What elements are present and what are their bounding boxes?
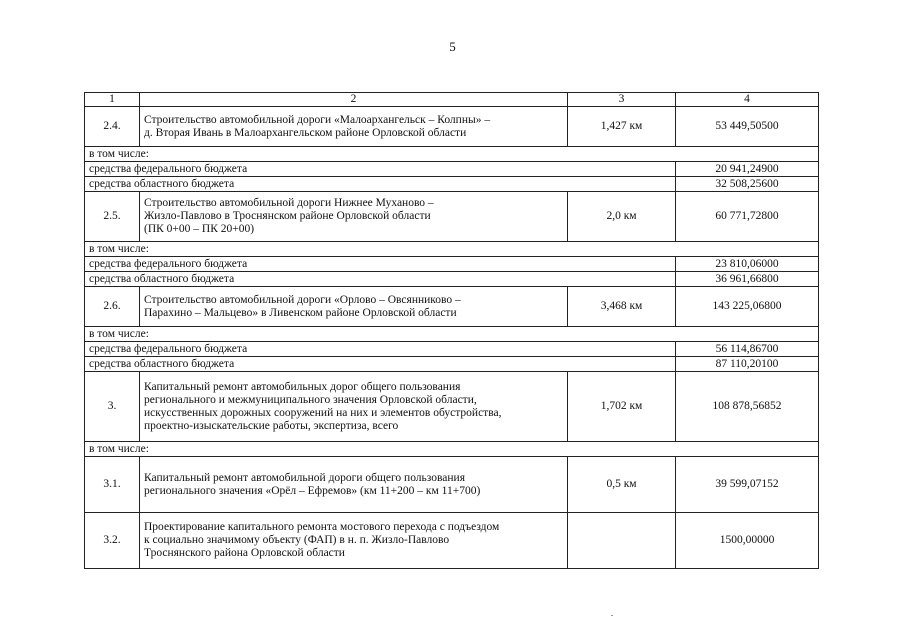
budget-source-label: средства областного бюджета [85,357,676,372]
description-line: проектно-изыскательские работы, экспертиза, всего [144,419,399,432]
description-line: Троснянского района Орловской области [144,547,345,559]
subtotal-caption: в том числе: [85,242,819,257]
table-row [85,257,819,272]
item-number: 3.2. [85,513,140,569]
funding-table [84,92,819,569]
table-row [85,147,819,162]
item-amount: 53 449,50500 [676,107,819,147]
description-line: искусственных дорожных сооружений на них и элементов обустройства, [144,406,502,419]
table-row [85,442,819,457]
item-amount: 20 941,24900 [676,162,819,177]
item-amount: 1500,00000 [676,513,819,569]
budget-source-label: средства федерального бюджета [85,257,676,272]
item-number: 3.1. [85,457,140,513]
subtotal-caption: в том числе: [85,442,819,457]
item-length: 2,0 км [568,192,676,242]
item-description [140,513,568,569]
header-cell: 3 [568,93,676,107]
budget-source-label: средства областного бюджета [85,272,676,287]
item-description [140,192,568,242]
header-cell: 4 [676,93,819,107]
description-line: д. Вторая Ивань в Малоархангельском районе Орловской области [144,126,467,139]
item-amount: 36 961,66800 [676,272,819,287]
header-cell: 2 [140,93,568,107]
item-number: 3. [85,372,140,442]
item-description [140,287,568,327]
item-amount: 60 771,72800 [676,192,819,242]
budget-source-label: средства областного бюджета [85,177,676,192]
item-length [568,513,676,569]
item-description [140,107,568,147]
item-amount: 108 878,56852 [676,372,819,442]
description-line: регионального и межмуниципального значения Орловской области, [144,393,477,406]
description-line: Проектирование капитального ремонта мостового перехода с подъездом [144,521,500,533]
item-amount: 32 508,25600 [676,177,819,192]
description-line: Капитальный ремонт автомобильной дороги общего пользования [144,471,465,484]
table-row [85,192,819,242]
item-amount: 39 599,07152 [676,457,819,513]
item-length: 1,702 км [568,372,676,442]
item-length: 0,5 км [568,457,676,513]
item-length: 1,427 км [568,107,676,147]
item-amount: 143 225,06800 [676,287,819,327]
item-amount: 56 114,86700 [676,342,819,357]
item-length: 3,468 км [568,287,676,327]
description-line: Жизло-Павлово в Троснянском районе Орловской области [144,210,431,222]
item-description [140,457,568,513]
table-row [85,342,819,357]
table-row [85,457,819,513]
item-amount: 87 110,20100 [676,357,819,372]
description-line: Капитальный ремонт автомобильных дорог общего пользования [144,380,461,393]
description-line: к социально значимому объекту (ФАП) в н. п. Жизло-Павлово [144,534,450,546]
table-row [85,272,819,287]
header-cell: 1 [85,93,140,107]
table-row [85,327,819,342]
description-line: Парахино – Мальцево» в Ливенском районе Орловской области [144,306,457,319]
item-description [140,372,568,442]
scan-speck [611,615,613,616]
description-line: Строительство автомобильной дороги Нижнее Муханово – [144,197,434,209]
table-row [85,372,819,442]
table-row [85,162,819,177]
header-row [85,93,819,107]
description-line: Строительство автомобильной дороги «Орлово – Овсянниково – [144,293,461,306]
page-number: 5 [449,39,456,54]
description-line: регионального значения «Орёл – Ефремов» (км 11+200 – км 11+700) [144,484,481,497]
budget-source-label: средства федерального бюджета [85,342,676,357]
table-row [85,513,819,569]
table-row [85,357,819,372]
table-row [85,242,819,257]
item-number: 2.6. [85,287,140,327]
table-row [85,107,819,147]
item-number: 2.5. [85,192,140,242]
table-row [85,177,819,192]
item-amount: 23 810,06000 [676,257,819,272]
subtotal-caption: в том числе: [85,147,819,162]
budget-source-label: средства федерального бюджета [85,162,676,177]
table-row [85,287,819,327]
description-line: Строительство автомобильной дороги «Малоархангельск – Колпны» – [144,113,491,126]
item-number: 2.4. [85,107,140,147]
subtotal-caption: в том числе: [85,327,819,342]
description-line: (ПК 0+00 – ПК 20+00) [144,223,255,235]
